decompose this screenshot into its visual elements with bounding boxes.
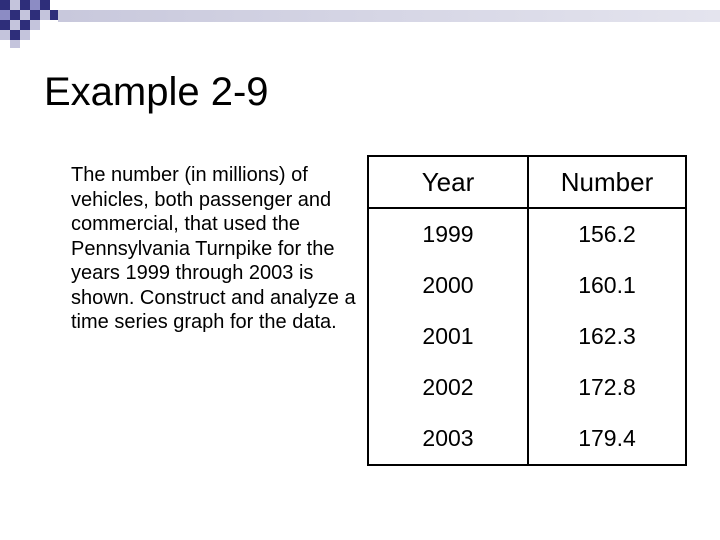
- number-cell: 172.8: [578, 374, 636, 400]
- header-stripe: [58, 10, 720, 22]
- year-column-header: Year: [368, 156, 528, 208]
- table-row: [368, 260, 686, 311]
- number-cell: 179.4: [578, 425, 636, 451]
- problem-description: The number (in millions) of vehicles, both passenger and commercial, that used the Pennsylvania Turnpike for the years 1999 through 2003 is shown. Construct and analyze a time series graph for the data.: [71, 164, 356, 333]
- number-cell: 156.2: [578, 221, 636, 247]
- table-row: [368, 413, 686, 465]
- table-header-row: [368, 156, 686, 208]
- table-row: [368, 362, 686, 413]
- year-cell: 2001: [368, 311, 528, 362]
- vehicle-data-table: [367, 155, 687, 466]
- year-cell: 2002: [368, 362, 528, 413]
- table-row: [368, 208, 686, 260]
- number-cell: 160.1: [578, 272, 636, 298]
- number-column-header: Number: [528, 156, 686, 208]
- checkered-pattern-icon: [0, 0, 720, 48]
- table-row: [368, 311, 686, 362]
- year-cell: 2003: [368, 413, 528, 465]
- year-cell: 1999: [368, 208, 528, 260]
- slide-title: Example 2-9: [44, 70, 269, 114]
- number-cell: 162.3: [578, 323, 636, 349]
- header-decoration: [0, 0, 720, 48]
- year-cell: 2000: [368, 260, 528, 311]
